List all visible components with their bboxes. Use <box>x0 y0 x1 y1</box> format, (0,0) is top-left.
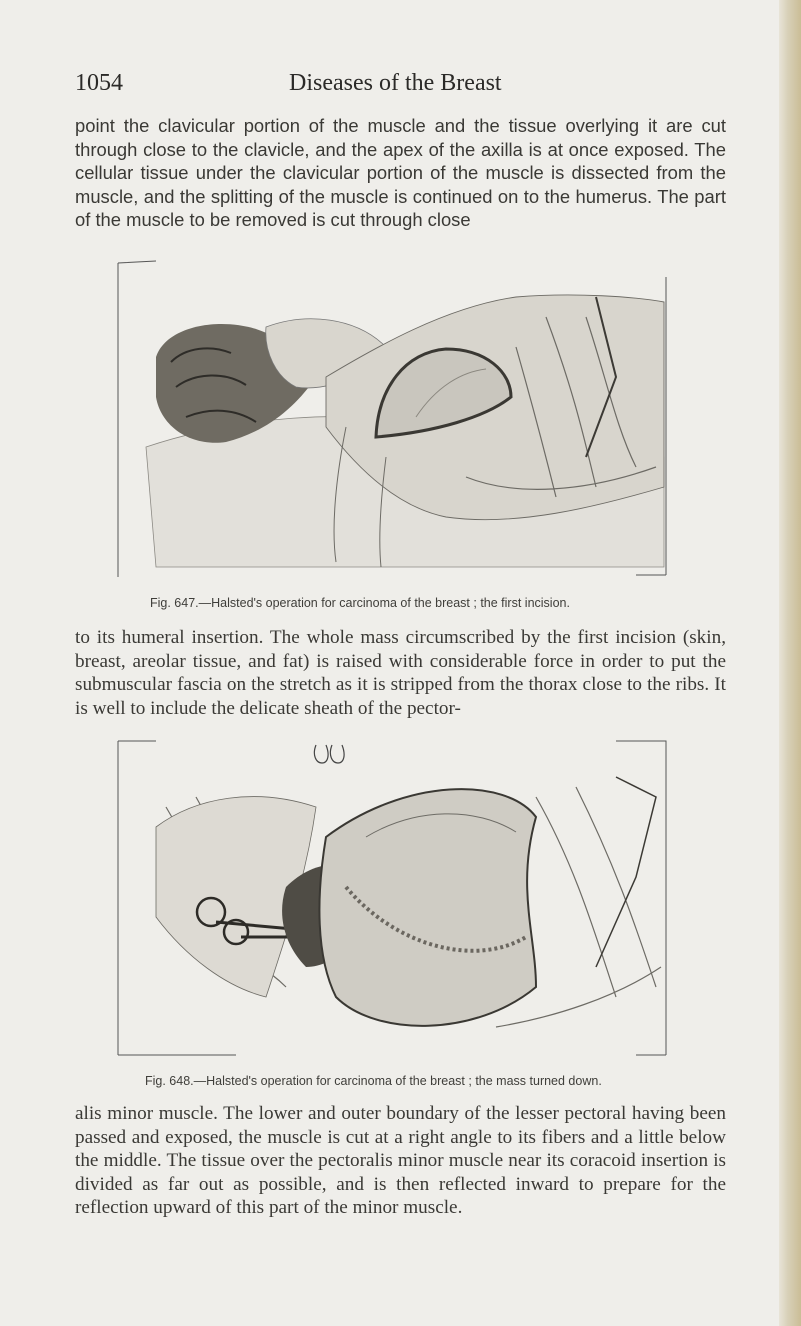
running-head: Diseases of the Breast <box>289 70 502 96</box>
figure-647-caption: Fig. 647.—Halsted's operation for carcinoma of the breast ; the first incision. <box>150 596 570 610</box>
surgical-illustration-mass-turned-down <box>116 737 668 1057</box>
figure-648 <box>116 737 668 1057</box>
paragraph-1: point the clavicular portion of the muscle and the tissue overlying it are cut through close to the clavicle, and the apex of the axilla is at once exposed. The cellular tissue under the clavicular portion of the muscle is dissected from the muscle, and the splitting of the muscle is continued on to the humerus. The part of the muscle to be removed is cut through close <box>75 115 726 231</box>
page-number: 1054 <box>75 70 123 96</box>
figure-647 <box>116 257 668 579</box>
paragraph-2: to its humeral insertion. The whole mass circumscribed by the first incision (skin, breast, areolar tissue, and fat) is raised with considerable force in order to put the submuscular fascia on the stretch as it is stripped from the thorax close to the ribs. It is well to include the delicate sheath of the pector- <box>75 627 726 719</box>
surgical-illustration-first-incision <box>116 257 668 579</box>
page-header <box>75 70 725 104</box>
figure-648-caption: Fig. 648.—Halsted's operation for carcinoma of the breast ; the mass turned down. <box>145 1074 602 1088</box>
page-edge-shading <box>779 0 801 1326</box>
paragraph-3: alis minor muscle. The lower and outer boundary of the lesser pectoral having been passed and exposed, the muscle is cut at a right angle to its fibers and a little below the middle. The tissue over the pectoralis minor muscle near its coracoid insertion is divided as far out as possible, and is then reflected inward to prepare for the reflection upward of this part of the minor muscle. <box>75 1103 726 1219</box>
